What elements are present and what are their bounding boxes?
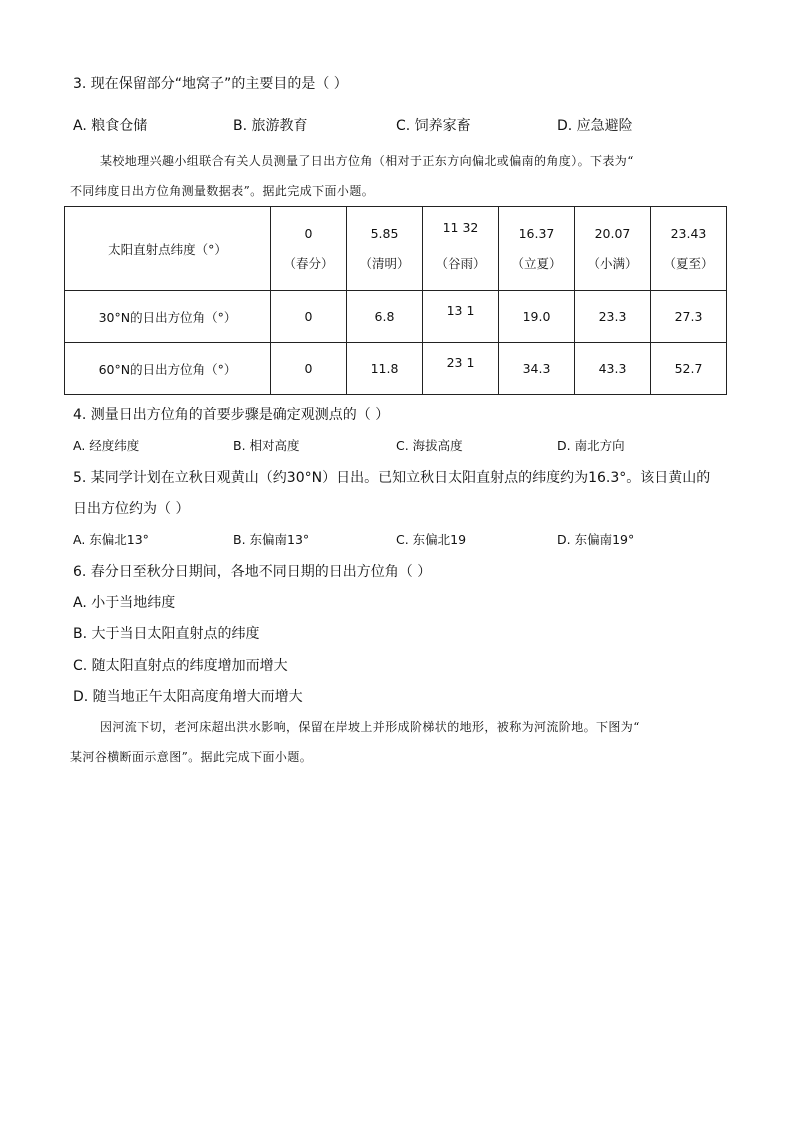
table-cell: 34.3	[499, 343, 575, 395]
question-6-stem: 6. 春分日至秋分日期间，各地不同日期的日出方位角（ ）	[73, 564, 432, 580]
column-solar-term: （清明）	[359, 255, 410, 271]
q5-option-c: C. 东偏北19	[396, 532, 467, 547]
column-solar-term: （谷雨）	[435, 255, 486, 271]
table-cell: 19.0	[499, 291, 575, 343]
table-header-cell	[347, 207, 423, 291]
column-latitude: 0	[304, 225, 313, 241]
question-3-stem: 3. 现在保留部分“地窝子”的主要目的是（ ）	[73, 76, 348, 92]
table-row	[65, 291, 727, 343]
question-5-stem-line-1: 5. 某同学计划在立秋日观黄山（约30°N）日出。已知立秋日太阳直射点的纬度约为16.3°。该日黄山的	[73, 470, 711, 486]
table-cell: 0	[271, 343, 347, 395]
table-cell	[423, 291, 499, 343]
question-4-stem: 4. 测量日出方位角的首要步骤是确定观测点的（ ）	[73, 407, 390, 423]
column-solar-term: （夏至）	[663, 255, 714, 271]
table-cell-value: 13 1	[446, 303, 475, 318]
table-cell	[423, 343, 499, 395]
intro-paragraph-1-line-2: 不同纬度日出方位角测量数据表”。据此完成下面小题。	[70, 184, 375, 198]
sunrise-azimuth-table	[64, 206, 727, 395]
q6-option-b: B. 大于当日太阳直射点的纬度	[73, 626, 260, 642]
q5-option-a: A. 东偏北13°	[73, 532, 149, 547]
column-latitude: 20.07	[594, 225, 631, 241]
q3-option-d: D. 应急避险	[557, 118, 633, 134]
table-header-cell	[499, 207, 575, 291]
column-latitude: 23.43	[670, 225, 707, 241]
table-cell-value: 23 1	[446, 355, 475, 370]
table-cell: 0	[271, 291, 347, 343]
q3-option-a: A. 粮食仓储	[73, 118, 148, 134]
column-latitude: 5.85	[370, 225, 399, 241]
q6-option-c: C. 随太阳直射点的纬度增加而增大	[73, 658, 288, 674]
intro-paragraph-1-line-1: 某校地理兴趣小组联合有关人员测量了日出方位角（相对于正东方向偏北或偏南的角度）。下表为“	[100, 154, 634, 168]
row-label: 60°N的日出方位角（°）	[65, 343, 271, 395]
q6-option-a: A. 小于当地纬度	[73, 595, 176, 611]
q6-option-d: D. 随当地正午太阳高度角增大而增大	[73, 689, 303, 705]
q4-option-a: A. 经度纬度	[73, 438, 140, 453]
table-header-row	[65, 207, 727, 291]
q4-option-c: C. 海拔高度	[396, 438, 463, 453]
table-cell: 23.3	[575, 291, 651, 343]
column-solar-term: （春分）	[283, 255, 334, 271]
intro-paragraph-2-line-2: 某河谷横断面示意图”。据此完成下面小题。	[70, 750, 313, 764]
q3-option-b: B. 旅游教育	[233, 118, 308, 134]
table-row	[65, 343, 727, 395]
table-cell: 52.7	[651, 343, 727, 395]
q3-option-c: C. 饲养家畜	[396, 118, 471, 134]
q4-option-b: B. 相对高度	[233, 438, 300, 453]
table-cell: 6.8	[347, 291, 423, 343]
table-cell: 43.3	[575, 343, 651, 395]
intro-paragraph-2-line-1: 因河流下切，老河床超出洪水影响，保留在岸坡上并形成阶梯状的地形，被称为河流阶地。下图为“	[100, 720, 640, 734]
table-header-cell	[271, 207, 347, 291]
q4-option-d: D. 南北方向	[557, 438, 625, 453]
table-header-cell	[423, 207, 499, 291]
q5-option-d: D. 东偏南19°	[557, 532, 635, 547]
question-5-stem-line-2: 日出方位约为（ ）	[73, 501, 190, 517]
table-header-cell	[575, 207, 651, 291]
table-cell: 27.3	[651, 291, 727, 343]
table-header-cell	[651, 207, 727, 291]
row-label: 30°N的日出方位角（°）	[65, 291, 271, 343]
column-solar-term: （小满）	[587, 255, 638, 271]
q5-option-b: B. 东偏南13°	[233, 532, 310, 547]
table-header-label: 太阳直射点纬度（°）	[65, 207, 271, 291]
table-cell: 11.8	[347, 343, 423, 395]
column-latitude: 16.37	[518, 225, 555, 241]
column-latitude: 11 32	[442, 219, 479, 235]
column-solar-term: （立夏）	[511, 255, 562, 271]
